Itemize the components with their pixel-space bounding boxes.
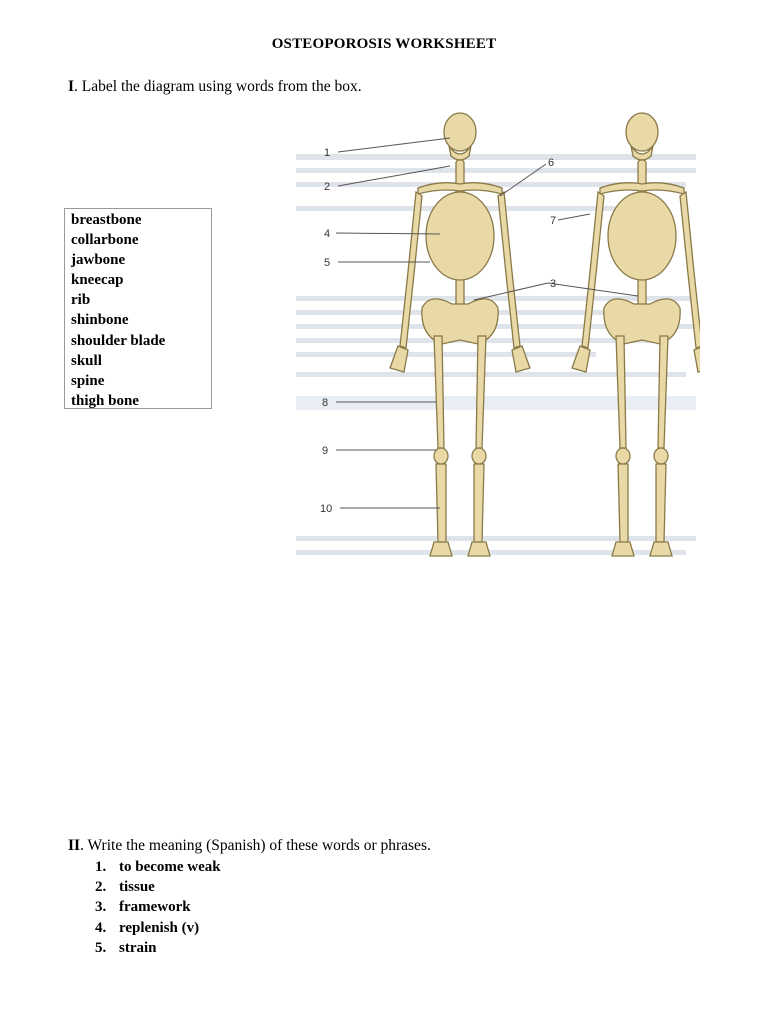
diagram-label-9: 9: [322, 445, 329, 457]
section-2-instruction: . Write the meaning (Spanish) of these words or phrases.: [80, 837, 431, 854]
phrase-number: 5.: [95, 939, 107, 956]
phrase-text: strain: [119, 939, 157, 956]
section-1-numeral: I: [68, 78, 75, 95]
section-2-numeral: II: [68, 837, 81, 854]
diagram-label-8: 8: [322, 397, 329, 409]
word-box-item: skull: [71, 352, 102, 369]
phrase-list: [95, 857, 221, 958]
phrase-number: 3.: [95, 899, 107, 916]
phrase-text: to become weak: [119, 859, 221, 875]
section-1-instruction: . Label the diagram using words from the box.: [74, 78, 362, 95]
diagram-label-10: 10: [320, 503, 333, 515]
section-2-heading: [68, 837, 431, 855]
phrase-text: tissue: [119, 879, 155, 896]
word-box: [64, 208, 212, 409]
worksheet-title: OSTEOPOROSIS WORKSHEET: [271, 36, 497, 52]
word-box-item: rib: [71, 292, 91, 309]
phrase-text: framework: [119, 899, 191, 916]
phrase-number: 2.: [95, 879, 107, 896]
phrase-item: [95, 938, 221, 958]
phrase-item: [95, 918, 221, 938]
word-box-item: shinbone: [71, 312, 129, 329]
phrase-item: [95, 877, 221, 897]
phrase-item: [95, 857, 221, 877]
word-box-item: kneecap: [71, 272, 124, 289]
section-1-heading: [68, 78, 362, 96]
diagram-label-2: 2: [324, 181, 331, 193]
diagram-label-1: 1: [324, 147, 331, 159]
phrase-number: 1.: [95, 859, 107, 875]
diagram-label-6: 6: [548, 157, 555, 169]
word-box-item: jawbone: [71, 252, 126, 269]
phrase-item: [95, 897, 221, 917]
diagram-label-5: 5: [324, 257, 331, 269]
diagram-label-4: 4: [324, 228, 331, 240]
skeleton-diagram: [290, 96, 700, 586]
phrase-text: replenish (v): [119, 919, 200, 936]
phrase-number: 4.: [95, 919, 107, 936]
word-box-item: breastbone: [71, 212, 142, 228]
diagram-label-7: 7: [550, 215, 557, 227]
word-box-item: spine: [71, 372, 105, 389]
word-box-item: shoulder blade: [71, 332, 166, 349]
front-skeleton: [390, 113, 530, 556]
back-skeleton: [572, 113, 700, 556]
word-box-item: collarbone: [71, 232, 139, 249]
diagram-label-3: 3: [550, 278, 557, 290]
skeleton-diagram-svg: [290, 96, 700, 586]
word-box-item: thigh bone: [71, 392, 139, 409]
